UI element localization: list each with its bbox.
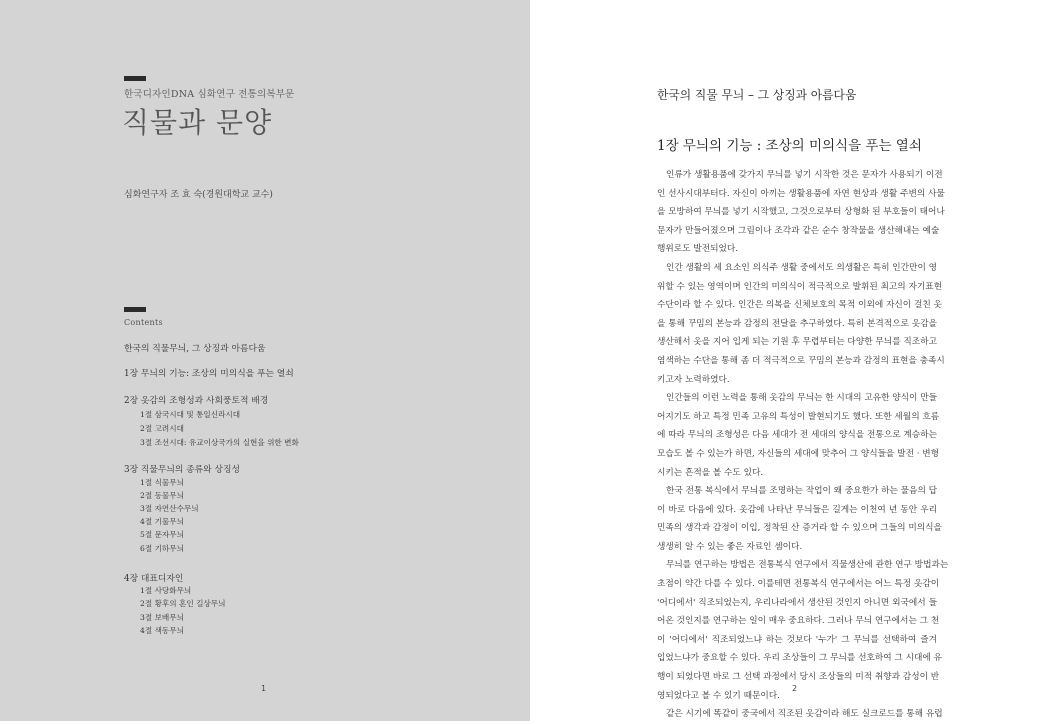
toc-section: 2절 황후의 혼인 길상무늬 [140, 599, 226, 608]
toc-section: 5절 문자무늬 [140, 530, 184, 539]
toc-chapter: 한국의 직물무늬, 그 상징과 아름다움 [124, 344, 266, 354]
author-line: 심화연구자 조 효 숙(경원대학교 교수) [124, 190, 273, 200]
toc-section: 3절 조선시대: 유교이상국가의 실현을 위한 변화 [140, 438, 299, 447]
body-line: 인간들의 이런 노력을 통해 옷감의 무늬는 한 시대의 고유한 양식이 만들 [666, 393, 937, 404]
body-line: 인 선사시대부터다. 자신이 아끼는 생활용품에 자연 현상과 생활 주변의 사물 [657, 188, 945, 199]
body-line: 인간 생활의 세 요소인 의식주 생활 중에서도 의생활은 특히 인간만이 영 [666, 262, 937, 273]
body-line: 염색하는 수단을 통해 좀 더 적극적으로 꾸밈의 본능과 감정의 표현을 충족시 [657, 355, 945, 366]
page-number: 2 [792, 684, 798, 693]
body-line: 어온 것인지를 연구하는 일이 매우 중요하다. 그러나 무늬 연구에서는 그 천 [657, 616, 940, 627]
body-line: 이 '어디에서' 직조되었느냐 하는 것보다 '누가' 그 무늬를 선택하여 즐겨 [657, 634, 937, 645]
chapter-title: 1장 무늬의 기능 : 조상의 미의식을 푸는 열쇠 [657, 138, 922, 154]
toc-section: 3절 자연산수무늬 [140, 504, 199, 513]
left-page [0, 0, 530, 721]
body-line: '어디에서' 직조되었는지, 우리나라에서 생산된 것인지 아니면 외국에서 들 [657, 597, 937, 608]
body-line: 생산해서 옷을 지어 입게 되는 기원 후 무렵부터는 다양한 무늬를 직조하고 [657, 337, 937, 348]
body-line: 생생히 알 수 있는 좋은 자료인 셈이다. [657, 541, 803, 552]
body-line: 을 통해 꾸밈의 본능과 감정의 전달을 추구하였다. 특히 본격적으로 옷감을 [657, 318, 937, 329]
body-text [657, 166, 949, 724]
body-line: 인류가 생활용품에 갖가지 무늬를 넣기 시작한 것은 문자가 사용되기 이전 [666, 170, 943, 180]
title-marker-bar [124, 76, 146, 81]
body-line: 에 따라 무늬의 조형성은 다음 세대가 전 세대의 양식을 전통으로 계승하는 [657, 430, 937, 441]
body-line: 같은 시기에 똑같이 중국에서 직조된 옷감이라 해도 실크로드를 통해 유럽 [666, 709, 943, 720]
body-line: 모습도 볼 수 있는가 하면, 자신들의 세대에 맞추어 그 양식들을 발전 · 변형 [657, 448, 940, 459]
body-line: 한국 전통 복식에서 무늬를 조명하는 작업이 왜 중요한가 하는 물음의 답 [666, 486, 937, 497]
body-line: 수단이라 할 수 있다. 인간은 의복을 신체보호의 목적 이외에 자신이 걸친 옷 [657, 300, 942, 311]
body-line: 을 모방하여 무늬를 넣기 시작했고, 그것으로부터 상형화 된 부호들이 태어나 [657, 207, 945, 218]
body-line: 입었느냐가 중요할 수 있다. 우리 조상들이 그 무늬를 선호하여 그 시대에 유 [657, 653, 942, 664]
body-line: 영되었다고 볼 수 있기 때문이다. [657, 690, 780, 701]
toc-chapter: 3장 직물무늬의 종류와 상징성 [124, 465, 240, 475]
body-line: 어지기도 하고 특정 민족 고유의 특성이 발현되기도 했다. 또한 세월의 흐름 [657, 411, 940, 422]
document-title: 직물과 문양 [122, 106, 273, 139]
toc-chapter: 1장 무늬의 기능: 조상의 미의식을 푸는 열쇠 [124, 369, 294, 379]
toc-section: 2절 동물무늬 [140, 491, 184, 500]
toc-section: 1절 식물무늬 [140, 478, 184, 487]
page-header: 한국의 직물 무늬 – 그 상징과 아름다움 [657, 88, 857, 102]
body-line: 문자가 만들어졌으며 그림이나 조각과 같은 순수 창작물을 생산해내는 예술 [657, 225, 940, 236]
toc-section: 6절 기하무늬 [140, 544, 184, 553]
page-number: 1 [261, 684, 267, 693]
body-line: 초점이 약간 다를 수 있다. 이를테면 전통복식 연구에서는 어느 특정 옷감이 [657, 579, 940, 590]
toc-chapter: 2장 옷감의 조형성과 사회풍토적 배경 [124, 396, 269, 406]
toc-section: 4절 색동무늬 [140, 626, 184, 635]
body-line: 행위로도 발전되었다. [657, 244, 739, 255]
toc-section: 1절 삼국시대 및 통일신라시대 [140, 410, 241, 419]
contents-marker-bar [124, 307, 146, 312]
toc-section: 2절 고려시대 [140, 424, 184, 433]
contents-label: Contents [124, 318, 163, 327]
document-subtitle: 한국디자인DNA 심화연구 전통의복부문 [124, 89, 295, 100]
toc-section: 3절 보배무늬 [140, 613, 184, 622]
body-line: 이 바로 다음에 있다. 옷감에 나타난 무늬들은 길게는 이천여 년 동안 우리 [657, 504, 937, 515]
body-line: 키고자 노력하였다. [657, 374, 730, 385]
toc-chapter: 4장 대표디자인 [124, 574, 184, 584]
toc-section: 4절 기물무늬 [140, 517, 184, 526]
body-line: 행이 되었다면 바로 그 선택 과정에서 당시 조상들의 미적 취향과 감성이 반 [657, 672, 940, 683]
toc-section: 1절 사당화무늬 [140, 586, 192, 595]
body-line: 위할 수 있는 영역이며 인간의 미의식이 적극적으로 발휘된 최고의 자기표현 [657, 281, 943, 292]
right-page [530, 0, 1059, 721]
body-line: 무늬를 연구하는 방법은 전통복식 연구에서 직물생산에 관한 연구 방법과는 [666, 560, 949, 571]
body-line: 민족의 생각과 감정이 이입, 정착된 산 증거라 할 수 있으며 그들의 미의식을 [657, 523, 942, 534]
body-line: 시키는 흔적을 볼 수도 있다. [657, 467, 764, 478]
